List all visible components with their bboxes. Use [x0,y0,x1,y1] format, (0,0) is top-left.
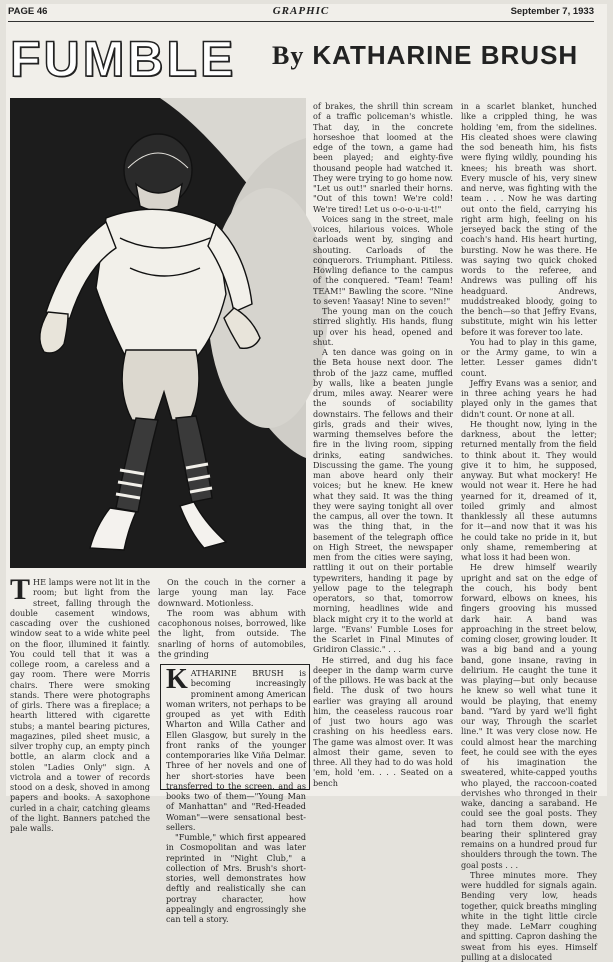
paragraph: On the couch in the corner a large young man lay. Face downward. Motionless. [158,577,306,608]
paragraph: The room was abhum with cacophonous noises, borrowed, like the light, from outside. The snarling of horns of automobiles, the grinding [158,607,306,659]
issue-date: September 7, 1933 [510,6,594,17]
paragraph: Three minutes more. They were huddled for signals again. Bending very low, heads together, quick breaths mingling white in the tight little circle they made. LeMarr coughing and spitting. Capron dashing the sweat from his eyes. Himself pulling at a dislocated [461,869,597,962]
magazine-name: GRAPHIC [272,5,330,17]
football-player-illustration [10,98,306,568]
story-column-2 [158,577,306,659]
sidebar-paragraph: "Fumble," which first appeared in Cosmopolitan and was later reprinted in "Night Club," a collection of Mrs. Brush's short-stories, well demonstrates how deftly and realistically she can portray character, how appealingly and engrossingly she can tell a story. [166,832,306,924]
paragraph: of brakes, the shrill thin scream of a traffic policeman's whistle. That day, in the concrete horseshoe that loomed at the edge of the town, a game had been played; and eighty-five thousand people had watched it. They were trying to go home now. "Let us out!" snarled their horns. "Out of this town! We're cold! We're tired! Let us o-o-o-u-u-t!" [313,101,453,214]
paragraph: He drew himself wearily upright and sat on the edge of the couch, his body bent forward, elbows on knees, his fingers grooving his mussed dark hair. A band was approaching in the street below, coming closer, growing louder. It was a big band and a young band, gone insane, raving in delirium. He caught the tune it was playing—but only because he knew so well what tune it would be playing, that enemy band. "Yard by yard we'll fight our way, Through the scarlet line." It was very close now. He could almost hear the marching feet, he could see with the eyes of his imagination the sweatered, white-capped youths who played, the raccoon-coated dervishes who thronged in their wake, dancing a saraband. He could see the goal posts. They had torn them down, were bearing their splintered gray remains on a hundred proud fur shoulders through the town. The goal posts . . . [461,562,597,870]
story-column-3 [313,101,453,791]
paragraph: Voices sang in the street, male voices, hilarious voices. Whole carloads went by, singing and shouting. Carloads of the conquerors. Triumphant. Pitiless. Howling defiance to the campus of the conquered. "Team! Team! TEAM!" Bawling the score. "Nine to seven! Yaasay! Nine to seven!" [313,213,453,306]
byline [272,42,578,69]
drop-cap: T [10,573,31,606]
header-rule [8,21,594,22]
story-column-1 [10,573,150,833]
paragraph: The young man on the couch stirred slightly. His hands, flung up over his head, opened and shut. [313,306,453,347]
author-sidebar-text [166,664,306,924]
page-number: PAGE 46 [8,6,48,17]
story-title: FUMBLE [10,31,237,87]
paragraph: A ten dance was going on in the Beta house next door. The throb of the jazz came, muffled by walls, like a beaten jungle drum, miles away. Nearer were the sounds of sociability downstairs. The fellows and their girls, grads and their wives, warming themselves before the fire in the living room, sipping drinks, eating sandwiches. Discussing the game. The young man above heard only their voices; but he knew. He knew what they said. It was the thing they were saying tonight all over the campus, all over the town. It was the thing that, in the basement of the telegraph office on High Street, the newspaper men from the cities were saying, rattling it out on their portable typewriters, handing it page by yellow page to the telegraph operators, so that, tomorrow morning, headlines wide and black might cry it to the world at large. "Evans' Fumble Loses for the Scarlet in Final Minutes of Gridiron Classic." . . . [313,347,453,655]
author-name: KATHARINE BRUSH [312,40,579,70]
opening-paragraph: HE lamps were not lit in the room; but light from the street, falling through the double casement windows, cascading over the cushioned window seat to a wide white peel on the floor, illumined it faintly. You could tell that it was a college room, a careless and a gay room. There were Morris chairs. There were smoking stands. There were photographs of girls. There was a fireplace; a hearth littered with cigarette stubs; a mantel bearing pictures, magazines, piled sheet music, a silver trophy cup, an empty pinch bottle, an alarm clock and a stolen "Ladies Only" sign. A victrola and a tower of records stood on a desk, shoved in among papers and books. A saxophone curled in a chair, catching gleams of the light. Banners patched the pale walls. [10,577,150,833]
sidebar-drop-cap: K [166,664,188,695]
story-column-4 [461,101,597,962]
paragraph: He stirred, and dug his face deeper in the damp warm curve of the pillows. He was back at the field. The dusk of two hours earlier was graying all around him, the ceaseless raucous roar of just two hours ago was crashing on his heedless ears. The game was almost over. It was almost their game, seven to three. All they had to do was hold 'em, hold 'em. . . . Seated on a bench [313,654,453,788]
paragraph: He thought now, lying in the darkness, about the letter; returned mentally from the field to think about it. They would give it to him, he supposed, anyway. But what mockery! He would not wear it. Here he had yearned for it, dreamed of it, toiled grimly and almost thanklessly all these autumns for it—and now that it was his he could take no pride in it, but only shame, remembering at what loss it had been won. [461,418,597,562]
page-header [8,6,594,20]
paragraph: You had to play in this game, or the Army game, to win a letter. Lesser games didn't count. [461,336,597,378]
byline-by: By [272,41,305,70]
paragraph: Jeffry Evans was a senior, and in three aching years he had played only in the games that didn't count. Or none at all. [461,377,597,419]
sidebar-paragraph: ATHARINE BRUSH is becoming increasingly prominent among American woman writers, not perhaps to be grouped as yet with Edith Wharton and Willa Cather and Ellen Glasgow, but surely in the front ranks of the younger contemporaries like Viña Delmar. Three of her novels and one of her short-stories have been transferred to the screen, and as books two of them—"Young Man of Manhattan" and "Red-Headed Woman"—were sensational best-sellers. [166,668,306,832]
paragraph: in a scarlet blanket, hunched like a crippled thing, he was holding 'em, from the sidelines. His cleated shoes were clawing the sod beneath him, his fists were flying wildly, pounding his knees; his breath was short. Every muscle of his, very sinew and nerve, was fighting with the team . . . Now he was darting out onto the field, carrying his right arm high, feeling on his jerseyed back the sting of the coach's hand. His heart hurting, bursting. Now he was there. He was saying two quick choked words to the referee, and Andrews was pulling off his headguard. Andrews, muddstreaked bloody, going to the bench—so that Jeffry Evans, substitute, might win his letter before it was forever too late. [461,101,597,337]
